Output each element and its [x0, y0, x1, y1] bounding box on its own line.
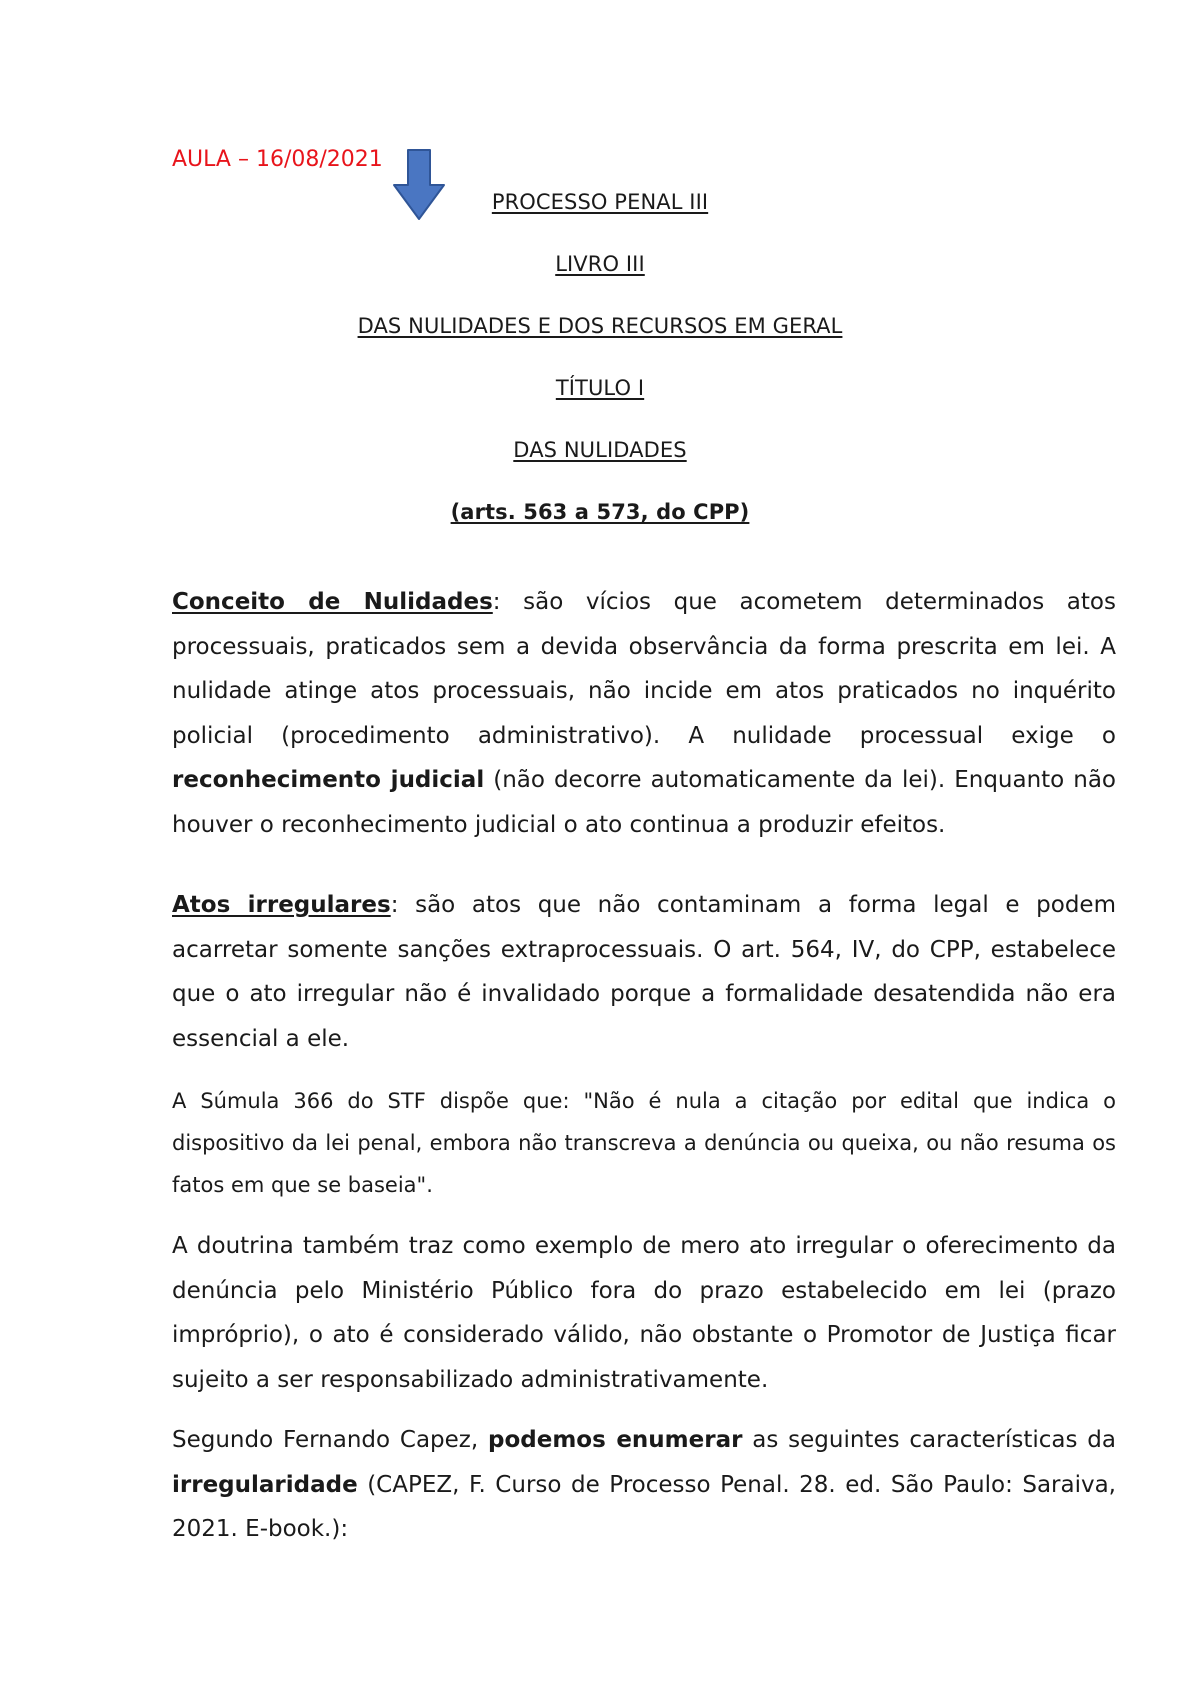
paragraph-doctrine — [172, 1224, 1116, 1402]
paragraph-capez — [172, 1418, 1116, 1552]
heading-book: LIVRO III — [555, 252, 645, 276]
irregular-acts-text: : são atos que não contaminam a forma legal e podem acarretar somente sanções extraprocessuais. O art. 564, IV, do CPP, estabelece que o ato irregular não é invalidado porque a formalidade desatendida não era essencial a ele. — [172, 892, 1116, 1052]
concept-bold: reconhecimento judicial — [172, 767, 485, 794]
paragraph-sumula — [172, 1080, 1116, 1206]
capez-text-b: as seguintes características da — [742, 1427, 1116, 1453]
lesson-date: AULA – 16/08/2021 — [172, 147, 383, 172]
capez-bold-b: irregularidade — [172, 1471, 358, 1498]
paragraph-concept — [172, 580, 1116, 848]
concept-text-a: : são vícios que acometem determinados atos processuais, praticados sem a devida observância da forma prescrita em lei. A nulidade atinge atos processuais, não incide em atos praticados no inquérito policial (procedimento administrativo). A nulidade processual exige o — [172, 589, 1116, 749]
capez-bold-a: podemos enumerar — [488, 1427, 743, 1453]
capez-text-c: (CAPEZ, F. Curso de Processo Penal. 28. ed. São Paulo: Saraiva, 2021. E-book.): — [172, 1471, 1116, 1543]
heading-articles: (arts. 563 a 573, do CPP) — [450, 500, 750, 524]
term-concept: Conceito de Nulidades — [172, 589, 493, 615]
heading-title-number: TÍTULO I — [555, 376, 645, 400]
title-block — [0, 188, 1200, 560]
heading-course: PROCESSO PENAL III — [491, 190, 709, 214]
term-irregular-acts: Atos irregulares — [172, 892, 391, 918]
capez-text-a: Segundo Fernando Capez, — [172, 1427, 489, 1453]
doctrine-text: A doutrina também traz como exemplo de mero ato irregular o oferecimento da denúncia pelo Ministério Público fora do prazo estabelecido em lei (prazo impróprio), o ato é considerado válido, não obstante o Promotor de Justiça ficar sujeito a ser responsabilizado administrativamente. — [172, 1233, 1116, 1393]
paragraph-irregular-acts — [172, 883, 1116, 1061]
sumula-text: A Súmula 366 do STF dispõe que: "Não é nula a citação por edital que indica o dispositivo da lei penal, embora não transcreva a denúncia ou queixa, ou não resuma os fatos em que se baseia". — [172, 1089, 1116, 1197]
heading-title-name: DAS NULIDADES — [513, 438, 687, 462]
concept-text-b: (não decorre automaticamente da lei). Enquanto não houver o reconhecimento judicial o ato continua a produzir efeitos. — [172, 767, 1117, 838]
heading-book-title: DAS NULIDADES E DOS RECURSOS EM GERAL — [357, 314, 843, 338]
